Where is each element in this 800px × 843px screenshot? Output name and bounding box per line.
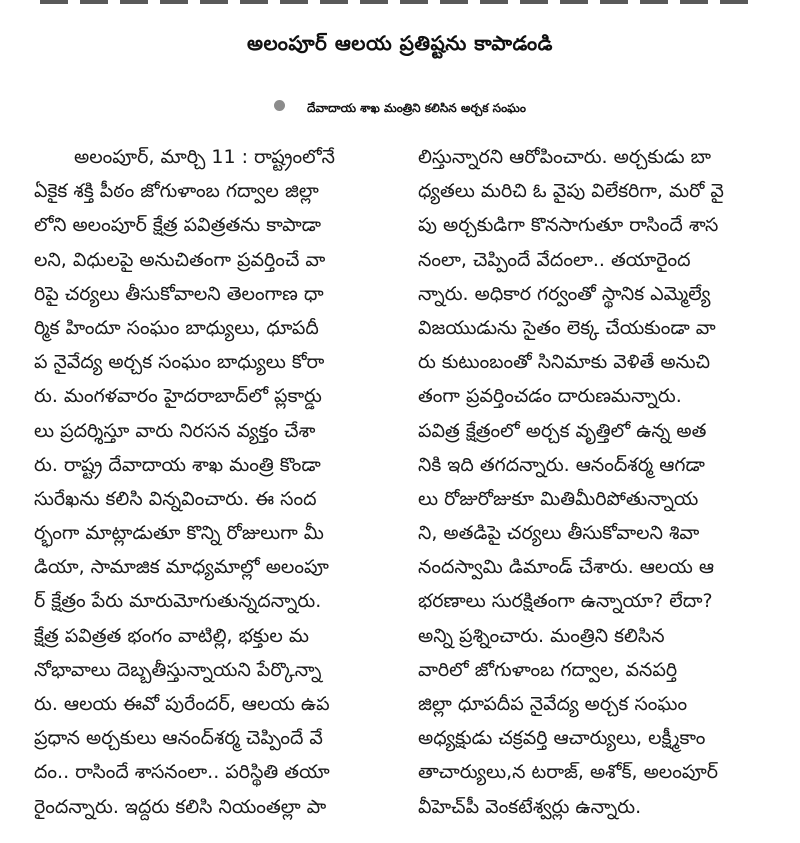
cut-text-remnant (40, 0, 760, 4)
article-line: ని, అతడిపై చర్యలు తీసుకోవాలని శివా (418, 522, 700, 545)
article-line: వీహెచ్‌పీ వెంకటేశ్వర్లు ఉన్నారు. (418, 795, 642, 818)
bullet-icon (274, 100, 285, 111)
article-line: న్నారు. అధికార గర్వంతో స్థానిక ఎమ్మెల్యే (418, 282, 711, 305)
article-line: రు. మంగళవారం హైదరాబాద్‌లో ప్లకార్డు (34, 385, 322, 408)
article-line: ఏకైక శక్తి పీఠం జోగుళాంబ గద్వాల జిల్లా (34, 180, 319, 203)
article-line: లోని అలంపూర్ క్షేత్ర పవిత్రతను కాపాడా (34, 214, 322, 237)
article-line: లు రోజురోజుకూ మితిమీరిపోతున్నాయ (418, 487, 699, 510)
article-line: లు ప్రదర్శిస్తూ వారు నిరసన వ్యక్తం చేశా (34, 419, 316, 442)
top-cut-strip (0, 0, 800, 6)
article-line: డియా, సామాజిక మాధ్యమాల్లో అలంపూ (34, 556, 329, 579)
article-line: ర్ క్షేత్రం పేరు మారుమోగుతున్నదన్నారు. (34, 590, 322, 613)
article-line: తాచార్యులు,న టరాజ్, అశోక్, అలంపూర్ (418, 761, 719, 784)
article-line: నికి ఇది తగదన్నారు. ఆనంద్‌శర్మ ఆగడా (418, 453, 705, 476)
article-line: ప నైవేద్య అర్చక సంఘం బాధ్యులు కోరా (34, 351, 325, 374)
article-line: ర్భంగా మాట్లాడుతూ కొన్ని రోజులుగా మీ (34, 522, 324, 545)
article-line: రు కుటుంబంతో సినిమాకు వెళితే అనుచి (418, 351, 711, 374)
article-line: అలంపూర్, మార్చి 11 : రాష్ట్రంలోనే (74, 146, 335, 168)
article-line: నందస్వామి డిమాండ్ చేశారు. ఆలయ ఆ (418, 556, 714, 579)
article-line: లిస్తున్నారని ఆరోపించారు. అర్చకుడు బా (418, 146, 711, 168)
article-line: భరణాలు సురక్షితంగా ఉన్నాయా? లేదా? (418, 590, 713, 613)
article-line: పు అర్చకుడిగా కొనసాగుతూ రాసిందే శాస (418, 214, 719, 237)
article-line: జిల్లా ధూపదీప నైవేద్య అర్చక సంఘం (418, 693, 688, 715)
article-line: ప్రధాన అర్చకులు ఆనంద్‌శర్మ చెప్పిందే వే (34, 727, 323, 750)
article-column-left (34, 140, 394, 824)
article-line: దం.. రాసిందే శాసనంలా.. పరిస్థితి తయా (34, 761, 330, 784)
article-line: రు. ఆలయ ఈవో పురేందర్, ఆలయ ఉప (34, 693, 330, 715)
article-line: నంలా, చెప్పిందే వేదంలా.. తయారైంద (418, 248, 691, 271)
article-line: అన్ని ప్రశ్నించారు. మంత్రిని కలిసిన (418, 624, 665, 647)
article-line: పవిత్ర క్షేత్రంలో అర్చక వృత్తిలో ఉన్న అత (418, 419, 707, 442)
article-line: రైందన్నారు. ఇద్దరు కలిసి నియంతల్లా పా (34, 795, 327, 818)
subheadline-text: దేవాదాయ శాఖ మంత్రిని కలిసిన అర్చక సంఘం (307, 101, 526, 115)
article-line: ధ్యతలు మరిచి ఓ వైపు విలేకరిగా, మరో వై (418, 180, 724, 203)
headline: అలంపూర్ ఆలయ ప్రతిష్టను కాపాడండి (247, 31, 553, 55)
article-column-right (418, 140, 778, 824)
article-line: విజయుడును సైతం లెక్క చేయకుండా వా (418, 316, 716, 339)
article-line: నోభావాలు దెబ్బతీస్తున్నాయని పేర్కొన్నా (34, 658, 322, 681)
subheadline (0, 90, 800, 126)
article-line: వారిలో జోగుళాంబ గద్వాల, వనపర్తి (418, 658, 678, 681)
article-line: తంగా ప్రవర్తించడం దారుణమన్నారు. (418, 385, 682, 408)
article-line: అధ్యక్షుడు చక్రవర్తి ఆచార్యులు, లక్ష్మీకాం (418, 727, 706, 750)
article-line: సురేఖను కలిసి విన్నవించారు. ఈ సంద (34, 487, 317, 510)
article-line: లని, విధులపై అనుచితంగా ప్రవర్తించే వా (34, 248, 326, 271)
article-line: రిపై చర్యలు తీసుకోవాలని తెలంగాణ ధా (34, 282, 324, 305)
article-line: ర్మిక హిందూ సంఘం బాధ్యులు, ధూపదీ (34, 316, 319, 339)
article-line: రు. రాష్ట్ర దేవాదాయ శాఖ మంత్రి కొండా (34, 453, 321, 476)
article-line: క్షేత్ర పవిత్రత భంగం వాటిల్లి, భక్తుల మ (34, 624, 309, 647)
